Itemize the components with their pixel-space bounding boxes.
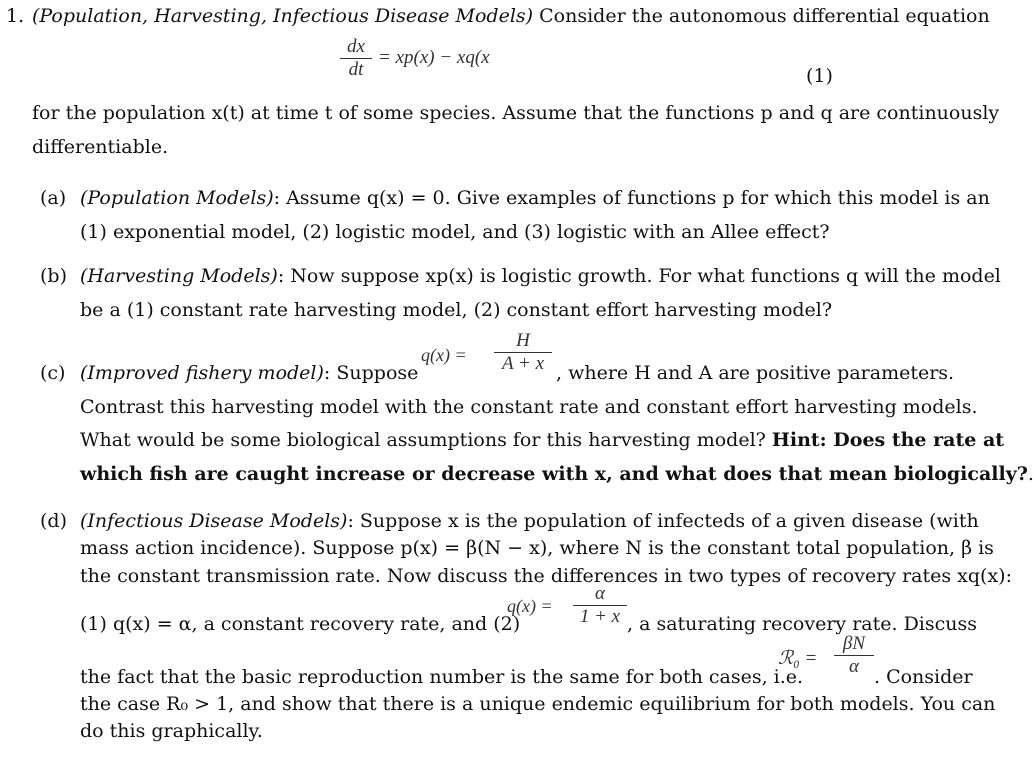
part-b-title: (Harvesting Models)	[80, 265, 278, 287]
part-c-fraction-denominator: A + x	[501, 353, 545, 374]
part-c-fraction-numerator: H	[516, 330, 530, 351]
part-c-suppose: : Suppose	[323, 362, 419, 384]
part-d-line-1	[80, 509, 979, 533]
part-c-title: (Improved fishery model)	[80, 362, 324, 384]
part-d-q2-denominator: 1 + x	[579, 606, 621, 627]
part-d-line-4a: (1) q(x) = α, a constant recovery rate, and (2)	[80, 613, 521, 635]
part-d-r0-fraction	[834, 633, 874, 678]
part-c-hint-end: .	[1027, 463, 1034, 485]
equation-label: (1)	[806, 65, 833, 87]
part-a-line-1	[80, 186, 990, 210]
followup-line-2: differentiable.	[32, 136, 169, 158]
part-d-line-3: the constant transmission rate. Now discuss the differences in two types of recovery rates xq(x):	[80, 565, 1012, 587]
equation-lhs-fraction	[340, 36, 372, 81]
equation-lhs-denominator: dt	[348, 59, 364, 80]
part-d-q2-lhs: q(x) =	[507, 596, 553, 616]
part-c-fraction	[494, 330, 552, 375]
part-d-r0-lhs: ℛ₀ =	[778, 648, 818, 669]
part-c-line-2: Contrast this harvesting model with the constant rate and constant effort harvesting models.	[80, 396, 978, 418]
part-c-line-1-rest: , where H and A are positive parameters.	[556, 362, 955, 384]
part-b-label: (b)	[40, 265, 67, 287]
part-d-line-6: the case R₀ > 1, and show that there is a unique endemic equilibrium for both models. You can	[80, 693, 996, 715]
problem-intro: Consider the autonomous differential equation	[539, 5, 990, 27]
problem-title: (Population, Harvesting, Infectious Disease Models)	[32, 5, 534, 27]
part-c-q-lhs: q(x) =	[421, 345, 467, 365]
part-c-label: (c)	[40, 362, 66, 384]
part-c-hint-rest: which fish are caught increase or decrease with x, and what does that mean biologically?	[80, 463, 1028, 485]
part-d-q2-fraction	[573, 583, 627, 628]
part-d-title: (Infectious Disease Models)	[80, 510, 348, 532]
part-d-line-7: do this graphically.	[80, 720, 263, 742]
part-a-text-1: : Assume q(x) = 0. Give examples of functions p for which this model is an	[273, 187, 990, 209]
part-a-line-2: (1) exponential model, (2) logistic model, and (3) logistic with an Allee effect?	[80, 221, 830, 243]
part-d-line-2: mass action incidence). Suppose p(x) = β(N − x), where N is the constant total population, β is	[80, 537, 994, 559]
equation-rhs: = xp(x) − xq(x	[378, 47, 490, 68]
part-d-q2-numerator: α	[595, 583, 605, 604]
part-c-intro	[80, 361, 418, 385]
part-d-text-1: : Suppose x is the population of infecteds of a given disease (with	[347, 510, 979, 532]
part-d-line-5-end: . Consider	[874, 666, 973, 688]
part-d-r0-numerator: βN	[842, 633, 866, 654]
part-b-line-2: be a (1) constant rate harvesting model, (2) constant effort harvesting model?	[80, 299, 833, 321]
part-a-label: (a)	[40, 187, 67, 209]
part-c-text-3: What would be some biological assumptions for this harvesting model?	[80, 429, 766, 451]
equation-lhs-numerator: dx	[347, 36, 365, 57]
part-a-title: (Population Models)	[80, 187, 274, 209]
part-d-label: (d)	[40, 510, 67, 532]
problem-title-line	[32, 4, 990, 28]
part-c-line-3	[80, 428, 1004, 452]
part-d-r0-denominator: α	[849, 656, 859, 677]
part-c-line-4	[80, 462, 1034, 486]
followup-line-1: for the population x(t) at time t of some species. Assume that the functions p and q are continuously	[32, 102, 1000, 124]
part-c-hint-start: Hint: Does the rate at	[771, 429, 1005, 451]
part-d-line-5: the fact that the basic reproduction number is the same for both cases, i.e.	[80, 666, 804, 688]
part-b-line-1	[80, 264, 1001, 288]
problem-number: 1.	[6, 5, 25, 27]
part-b-text-1: : Now suppose xp(x) is logistic growth. For what functions q will the model	[277, 265, 1001, 287]
part-d-line-4b: , a saturating recovery rate. Discuss	[627, 613, 978, 635]
